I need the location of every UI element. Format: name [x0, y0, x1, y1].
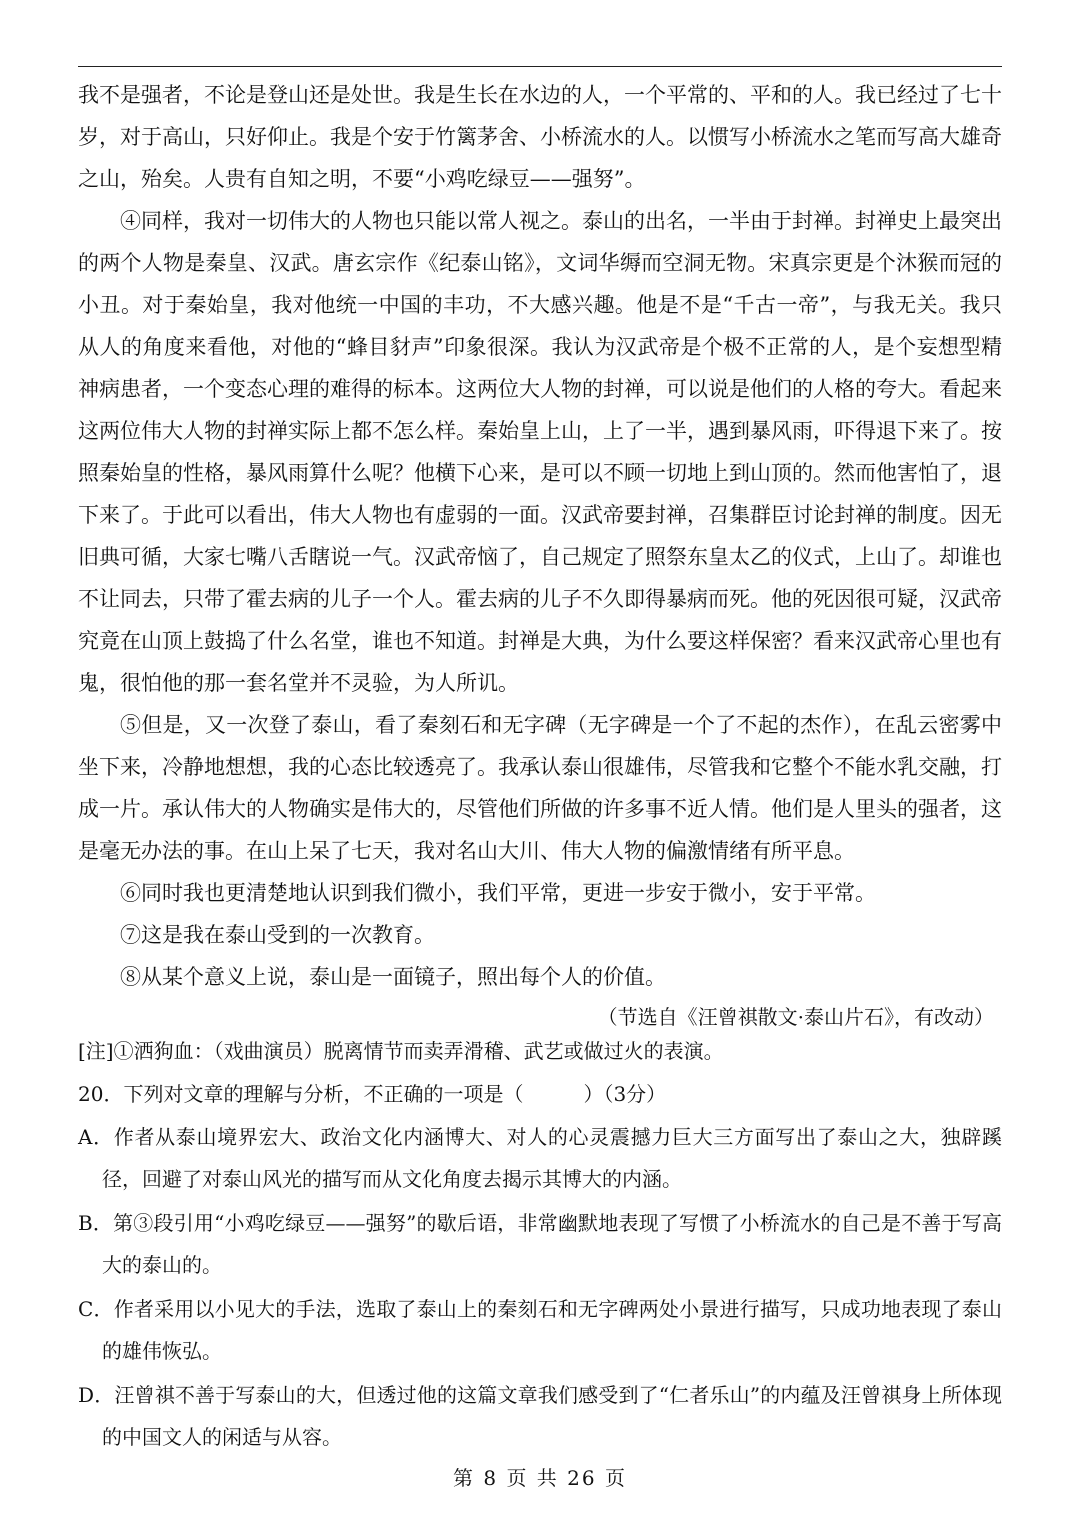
question-20 [78, 1074, 1002, 1458]
option-b: B．第③段引用“小鸡吃绿豆——强努”的歇后语，非常幽默地表现了写惯了小桥流水的自己是不善于写高大的泰山的。 [78, 1211, 1002, 1277]
essay-paragraph-4: ④同样，我对一切伟大的人物也只能以常人视之。泰山的出名，一半由于封禅。封禅史上最突出的两个人物是秦皇、汉武。唐玄宗作《纪泰山铭》，文词华缛而空洞无物。宋真宗更是个沐猴而冠的小丑。对于秦始皇，我对他统一中国的丰功，不大感兴趣。他是不是“千古一帝”，与我无关。我只从人的角度来看他，对他的“蜂目豺声”印象很深。我认为汉武帝是个极不正常的人，是个妄想型精神病患者，一个变态心理的难得的标本。这两位大人物的封禅，可以说是他们的人格的夸大。看起来这两位伟大人物的封禅实际上都不怎么样。秦始皇上山，上了一半，遇到暴风雨，吓得退下来了。按照秦始皇的性格，暴风雨算什么呢？他横下心来，是可以不顾一切地上到山顶的。然而他害怕了，退下来了。于此可以看出，伟大人物也有虚弱的一面。汉武帝要封禅，召集群臣讨论封禅的制度。因无旧典可循，大家七嘴八舌瞎说一气。汉武帝恼了，自己规定了照祭东皇太乙的仪式，上山了。却谁也不让同去，只带了霍去病的儿子一个人。霍去病的儿子不久即得暴病而死。他的死因很可疑，汉武帝究竟在山顶上鼓捣了什么名堂，谁也不知道。封禅是大典，为什么要这样保密？看来汉武帝心里也有鬼，很怕他的那一套名堂并不灵验，为人所讥。 [78, 209, 1002, 695]
essay-body [78, 74, 1002, 998]
essay-paragraph-5: ⑤但是，又一次登了泰山，看了秦刻石和无字碑（无字碑是一个了不起的杰作），在乱云密雾中坐下来，冷静地想想，我的心态比较透亮了。我承认泰山很雄伟，尽管我和它整个不能水乳交融，打成一片。承认伟大的人物确实是伟大的，尽管他们所做的许多事不近人情。他们是人里头的强者，这是毫无办法的事。在山上呆了七天，我对名山大川、伟大人物的偏激情绪有所平息。 [78, 713, 1002, 863]
document-page [78, 74, 1002, 1458]
page-number: 第 8 页 共 26 页 [453, 1466, 627, 1490]
option-d: D．汪曾祺不善于写泰山的大，但透过他的这篇文章我们感受到了“仁者乐山”的内蕴及汪曾祺身上所体现的中国文人的闲适与从容。 [78, 1383, 1002, 1449]
essay-paragraph-3-continued: 我不是强者，不论是登山还是处世。我是生长在水边的人，一个平常的、平和的人。我已经过了七十岁，对于高山，只好仰止。我是个安于竹篱茅舍、小桥流水的人。以惯写小桥流水之笔而写高大雄奇之山，殆矣。人贵有自知之明，不要“小鸡吃绿豆——强努”。 [78, 83, 1002, 191]
essay-paragraph-8: ⑧从某个意义上说，泰山是一面镜子，照出每个人的价值。 [120, 965, 666, 989]
essay-footnote: [注]①洒狗血：（戏曲演员）脱离情节而卖弄滑稽、武艺或做过火的表演。 [78, 1039, 724, 1063]
essay-source: （节选自《汪曾祺散文·泰山片石》，有改动） [597, 1005, 994, 1029]
header-rule [78, 66, 1002, 67]
essay-paragraph-7: ⑦这是我在泰山受到的一次教育。 [120, 923, 435, 947]
option-c: C．作者采用以小见大的手法，选取了泰山上的秦刻石和无字碑两处小景进行描写，只成功地表现了泰山的雄伟恢弘。 [78, 1297, 1002, 1363]
essay-paragraph-6: ⑥同时我也更清楚地认识到我们微小，我们平常，更进一步安于微小，安于平常。 [120, 881, 876, 905]
question-stem: 20．下列对文章的理解与分析，不正确的一项是（ ）（3分） [78, 1082, 667, 1106]
option-a: A．作者从泰山境界宏大、政治文化内涵博大、对人的心灵震撼力巨大三方面写出了泰山之大，独辟蹊径，回避了对泰山风光的描写而从文化角度去揭示其博大的内涵。 [78, 1125, 1002, 1191]
